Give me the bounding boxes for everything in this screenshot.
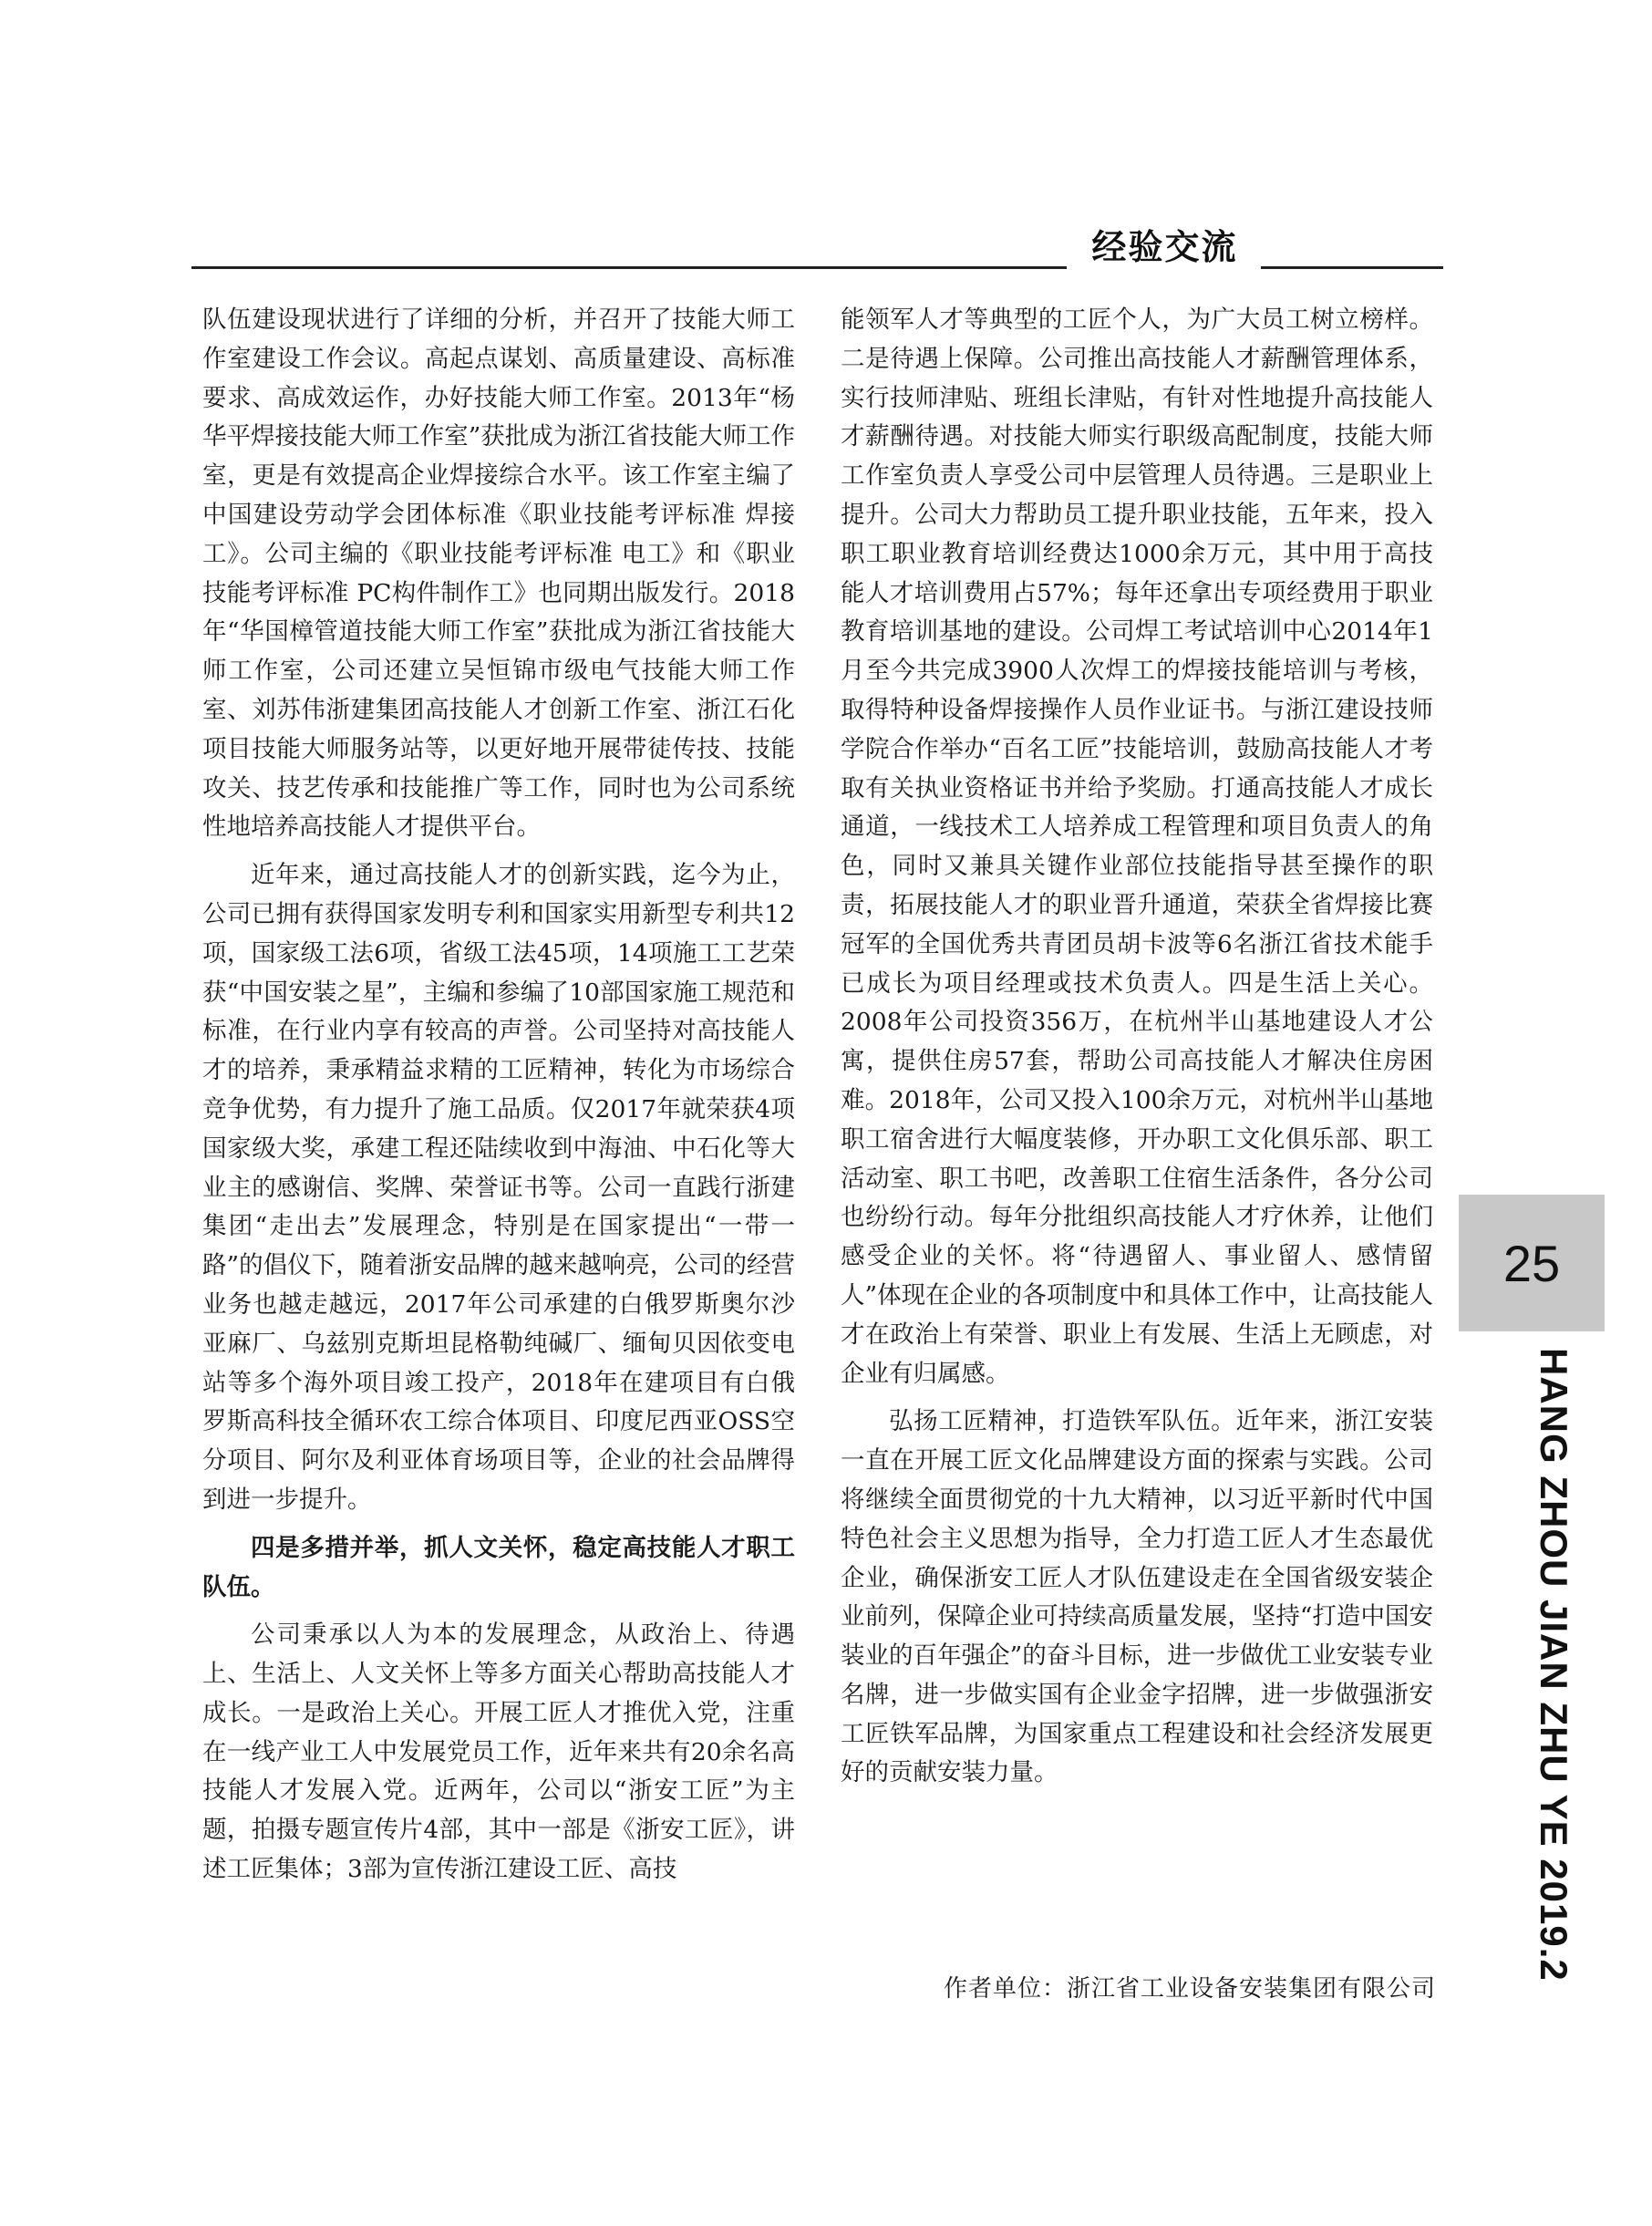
- paragraph: 能领军人才等典型的工匠个人，为广大员工树立榜样。二是待遇上保障。公司推出高技能人才薪酬管理体系，实行技师津贴、班组长津贴，有针对性地提升高技能人才薪酬待遇。对技能大师实行职级高配制度，技能大师工作室负责人享受公司中层管理人员待遇。三是职业上提升。公司大力帮助员工提升职业技能，五年来，投入职工职业教育培训经费达1000余万元，其中用于高技能人才培训费用占57%；每年还拿出专项经费用于职业教育培训基地的建设。公司焊工考试培训中心2014年1月至今共完成3900人次焊工的焊接技能培训与考核，取得特种设备焊接操作人员作业证书。与浙江建设技师学院合作举办“百名工匠”技能培训，鼓励高技能人才考取有关执业资格证书并给予奖励。打通高技能人才成长通道，一线技术工人培养成工程管理和项目负责人的角色，同时又兼具关键作业部位技能指导甚至操作的职责，拓展技能人才的职业晋升通道，荣获全省焊接比赛冠军的全国优秀共青团员胡卡波等6名浙江省技术能手已成长为项目经理或技术负责人。四是生活上关心。2008年公司投资356万，在杭州半山基地建设人才公寓，提供住房57套，帮助公司高技能人才解决住房困难。2018年，公司又投入100余万元，对杭州半山基地职工宿舍进行大幅度装修，开办职工文化俱乐部、职工活动室、职工书吧，改善职工住宿生活条件，各分公司也纷纷行动。每年分批组织高技能人才疗休养，让他们感受企业的关怀。将“待遇留人、事业留人、感情留人”体现在企业的各项制度中和具体工作中，让高技能人才在政治上有荣誉、职业上有发展、生活上无顾虑，对企业有归属感。: [841, 305, 1433, 1388]
- paragraph: 近年来，通过高技能人才的创新实践，迄今为止，公司已拥有获得国家发明专利和国家实用新型专利共12项，国家级工法6项，省级工法45项，14项施工工艺荣获“中国安装之星”，主编和参编了10部国家施工规范和标准，在行业内享有较高的声誉。公司坚持对高技能人才的培养，秉承精益求精的工匠精神，转化为市场综合竞争优势，有力提升了施工品质。仅2017年就荣获4项国家级大奖，承建工程还陆续收到中海油、中石化等大业主的感谢信、奖牌、荣誉证书等。公司一直践行浙建集团“走出去”发展理念，特别是在国家提出“一带一路”的倡仪下，随着浙安品牌的越来越响亮，公司的经营业务也越走越远，2017年公司承建的白俄罗斯奥尔沙亚麻厂、乌兹别克斯坦昆格勒纯碱厂、缅甸贝因依变电站等多个海外项目竣工投产，2018年在建项目有白俄罗斯高科技全循环农工综合体项目、印度尼西亚OSS空分项目、阿尔及利亚体育场项目等，企业的社会品牌得到进一步提升。: [202, 861, 795, 1514]
- paragraph: 公司秉承以人为本的发展理念，从政治上、待遇上、生活上、人文关怀上等多方面关心帮助高技能人才成长。一是政治上关心。开展工匠人才推优入党，注重在一线产业工人中发展党员工作，近年来共有20余名高技能人才发展入党。近两年，公司以“浙安工匠”为主题，拍摄专题宣传片4部，其中一部是《浙安工匠》，讲述工匠集体；3部为宣传浙江建设工匠、高技: [202, 1620, 795, 1884]
- section-title: 经验交流: [1091, 227, 1238, 267]
- header-rule-right: [1261, 266, 1443, 269]
- page-number-tab: [1459, 1195, 1605, 1331]
- page-number: 25: [1502, 1234, 1561, 1292]
- left-column: [202, 301, 795, 1890]
- right-column: [841, 301, 1433, 1793]
- author-affiliation: 作者单位：浙江省工业设备安装集团有限公司: [943, 1975, 1436, 2003]
- header-rule-left: [191, 266, 1067, 269]
- paragraph: 队伍建设现状进行了详细的分析，并召开了技能大师工作室建设工作会议。高起点谋划、高质量建设、高标准要求、高成效运作，办好技能大师工作室。2013年“杨华平焊接技能大师工作室”获批成为浙江省技能大师工作室，更是有效提高企业焊接综合水平。该工作室主编了中国建设劳动学会团体标准《职业技能考评标准 焊接工》。公司主编的《职业技能考评标准 电工》和《职业技能考评标准 PC构件制作工》也同期出版发行。2018年“华国樟管道技能大师工作室”获批成为浙江省技能大师工作室，公司还建立吴恒锦市级电气技能大师工作室、刘苏伟浙建集团高技能人才创新工作室、浙江石化项目技能大师服务站等，以更好地开展带徒传技、技能攻关、技艺传承和技能推广等工作，同时也为公司系统性地培养高技能人才提供平台。: [202, 305, 795, 842]
- section-heading: 四是多措并举，抓人文关怀，稳定高技能人才职工队伍。: [202, 1533, 795, 1601]
- journal-title: HANG ZHOU JIAN ZHU YE 2019.2: [1533, 1348, 1575, 1982]
- paragraph: 弘扬工匠精神，打造铁军队伍。近年来，浙江安装一直在开展工匠文化品牌建设方面的探索与实践。公司将继续全面贯彻党的十九大精神，以习近平新时代中国特色社会主义思想为指导，全力打造工匠人才生态最优企业，确保浙安工匠人才队伍建设走在全国省级安装企业前列，保障企业可持续高质量发展，坚持“打造中国安装业的百年强企”的奋斗目标，进一步做优工业安装专业名牌，进一步做实国有企业金字招牌，进一步做强浙安工匠铁军品牌，为国家重点工程建设和社会经济发展更好的贡献安装力量。: [841, 1407, 1433, 1787]
